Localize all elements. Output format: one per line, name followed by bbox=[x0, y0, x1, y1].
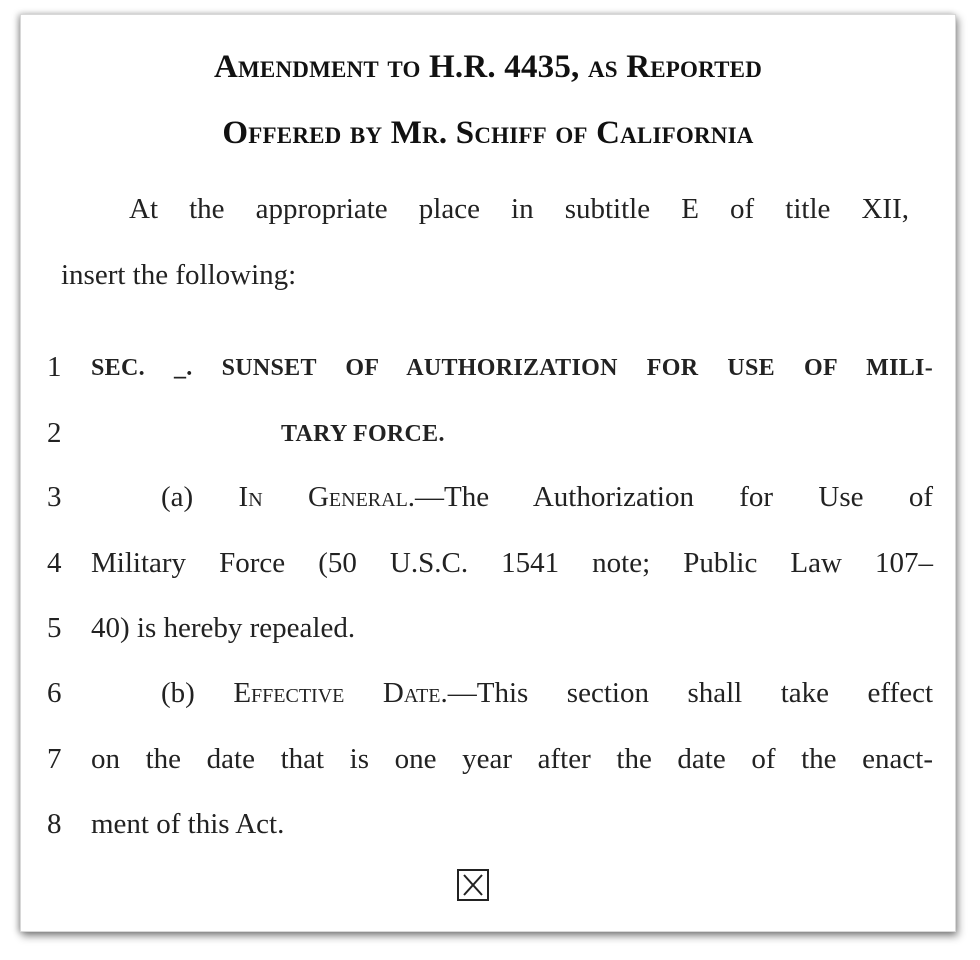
boxed-x-icon bbox=[457, 869, 489, 901]
numbered-line bbox=[21, 481, 957, 521]
numbered-line bbox=[21, 808, 957, 848]
subsection-text: —This section shall take effect bbox=[447, 677, 933, 709]
document-page bbox=[20, 14, 956, 932]
numbered-line bbox=[21, 612, 957, 652]
intro-line-2: insert the following: bbox=[61, 259, 297, 291]
numbered-line bbox=[21, 417, 957, 457]
numbered-line bbox=[21, 351, 957, 391]
line-text: 40) is hereby repealed. bbox=[91, 612, 356, 644]
subsection-text: —The Authorization for Use of bbox=[415, 481, 934, 513]
line-text: on the date that is one year after the date of the enact- bbox=[91, 743, 933, 775]
intro-line-1: At the appropriate place in subtitle E of title XII, bbox=[129, 193, 909, 225]
title-line-2: Offered by Mr. Schiff of California bbox=[222, 115, 754, 151]
line-number: 2 bbox=[47, 417, 62, 449]
line-number: 4 bbox=[47, 547, 62, 579]
section-heading-continued: TARY FORCE. bbox=[281, 421, 445, 447]
subsection-heading: Effective Date. bbox=[233, 677, 448, 709]
subsection-b-line bbox=[161, 677, 933, 710]
line-number: 3 bbox=[47, 481, 62, 513]
subsection-heading: In General. bbox=[238, 481, 416, 513]
subsection-a-line bbox=[161, 481, 933, 514]
subsection-prefix: (b) bbox=[161, 677, 234, 709]
line-number: 6 bbox=[47, 677, 62, 709]
numbered-line bbox=[21, 547, 957, 587]
numbered-line bbox=[21, 677, 957, 717]
line-text: ment of this Act. bbox=[91, 808, 285, 840]
line-number: 5 bbox=[47, 612, 62, 644]
line-number: 1 bbox=[47, 351, 62, 383]
line-text: Military Force (50 U.S.C. 1541 note; Public Law 107– bbox=[91, 547, 933, 579]
title-line-1: Amendment to H.R. 4435, as Reported bbox=[213, 49, 763, 85]
subsection-prefix: (a) bbox=[161, 481, 239, 513]
numbered-line bbox=[21, 743, 957, 783]
line-number: 8 bbox=[47, 808, 62, 840]
section-heading: SEC. _. SUNSET OF AUTHORIZATION FOR USE OF MILI- bbox=[91, 355, 933, 381]
line-number: 7 bbox=[47, 743, 62, 775]
